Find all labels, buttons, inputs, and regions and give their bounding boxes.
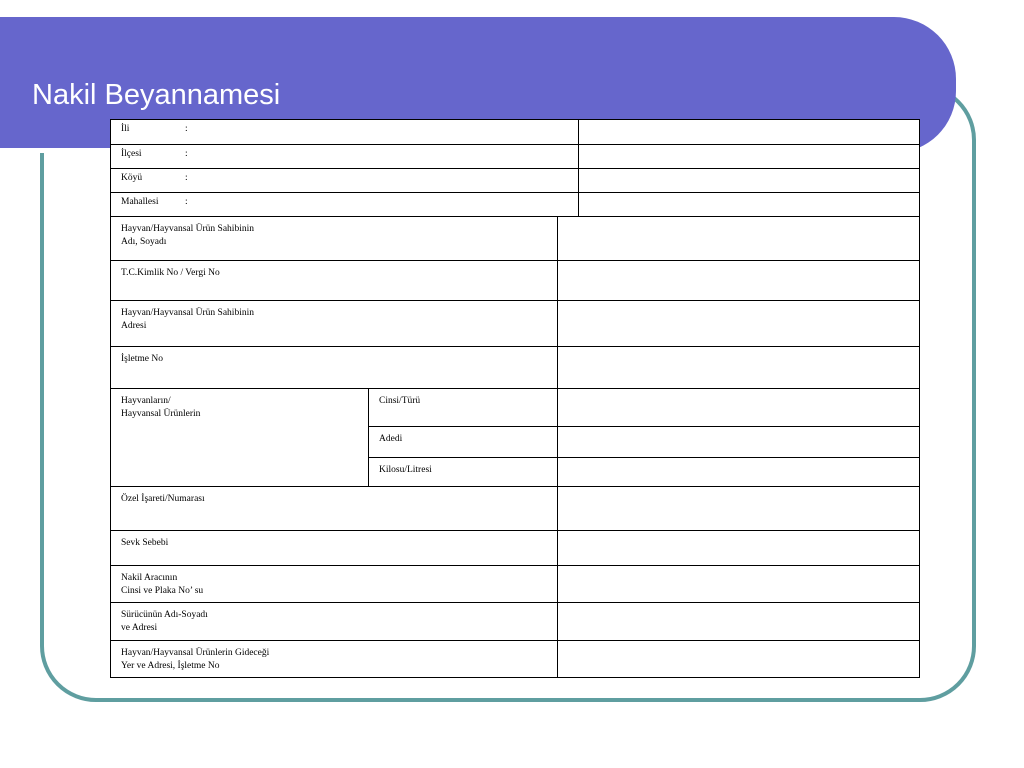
form-input-cell-owner-name[interactable] bbox=[557, 217, 919, 260]
form-row-animals bbox=[111, 388, 919, 486]
form-input-cell-special-mark[interactable] bbox=[557, 487, 919, 530]
form-row-ilcesi bbox=[111, 144, 919, 168]
form-label-cell bbox=[111, 169, 578, 192]
form-row-animal-count bbox=[368, 426, 919, 457]
field-label-line1: Hayvan/Hayvansal Ürünlerin Gideceği bbox=[121, 648, 270, 658]
field-label-line2: Adresi bbox=[121, 321, 147, 331]
form-input-cell-ilcesi[interactable] bbox=[578, 145, 919, 168]
form-input-cell-owner-address[interactable] bbox=[557, 301, 919, 346]
form-row-owner-name bbox=[111, 216, 919, 260]
form-row-special-mark bbox=[111, 486, 919, 530]
form-row-koyu bbox=[111, 168, 919, 192]
field-label: Kilosu/Litresi bbox=[379, 465, 432, 475]
form-label-cell bbox=[111, 531, 557, 565]
form-input-cell-mahallesi[interactable] bbox=[578, 193, 919, 216]
form-label-cell bbox=[111, 217, 557, 260]
form-label-cell bbox=[368, 427, 557, 457]
field-label: İlçesi bbox=[121, 149, 142, 159]
form-row-animal-type bbox=[368, 389, 919, 426]
form-input-cell-animal-weight[interactable] bbox=[557, 458, 919, 486]
form-input-cell-destination[interactable] bbox=[557, 641, 919, 677]
form-input-cell-vehicle[interactable] bbox=[557, 566, 919, 602]
field-label: Köyü bbox=[121, 173, 143, 183]
form-row-mahallesi bbox=[111, 192, 919, 216]
field-label-line1: Sürücünün Adı-Soyadı bbox=[121, 610, 208, 620]
form-input-cell-shipment-reason[interactable] bbox=[557, 531, 919, 565]
field-label-line2: ve Adresi bbox=[121, 623, 158, 633]
field-colon: : bbox=[185, 124, 188, 134]
form-input-cell-koyu[interactable] bbox=[578, 169, 919, 192]
form-row-vehicle bbox=[111, 565, 919, 602]
field-label-line2: Hayvansal Ürünlerin bbox=[121, 409, 201, 419]
form-input-cell-ili[interactable] bbox=[578, 120, 919, 144]
field-label-line1: Nakil Aracının bbox=[121, 573, 178, 583]
field-label-line1: T.C.Kimlik No / Vergi No bbox=[121, 268, 220, 278]
page-title: Nakil Beyannamesi bbox=[32, 79, 281, 111]
form-label-cell bbox=[111, 566, 557, 602]
form-label-cell bbox=[111, 389, 368, 486]
form-label-cell bbox=[111, 145, 578, 168]
form-label-cell bbox=[111, 193, 578, 216]
animals-subtable bbox=[368, 389, 919, 486]
field-label-line2: Cinsi ve Plaka No’ su bbox=[121, 586, 204, 596]
field-label-line1: Sevk Sebebi bbox=[121, 538, 169, 548]
field-label-line1: Özel İşareti/Numarası bbox=[121, 494, 205, 504]
form-label-cell bbox=[111, 641, 557, 677]
field-label-line1: Hayvanların/ bbox=[121, 396, 171, 406]
form-label-cell bbox=[111, 487, 557, 530]
form-input-cell-tc-no[interactable] bbox=[557, 261, 919, 300]
field-label: İli bbox=[121, 124, 130, 134]
form-input-cell-animal-count[interactable] bbox=[557, 427, 919, 457]
form-row-enterprise-no bbox=[111, 346, 919, 388]
form-row-owner-address bbox=[111, 300, 919, 346]
form-row-ili bbox=[111, 120, 919, 144]
declaration-form bbox=[110, 119, 920, 678]
field-label-line1: Hayvan/Hayvansal Ürün Sahibinin bbox=[121, 308, 254, 318]
form-label-cell bbox=[111, 603, 557, 640]
form-label-cell bbox=[111, 347, 557, 388]
field-colon: : bbox=[185, 197, 188, 207]
form-row-driver bbox=[111, 602, 919, 640]
field-label-line1: Hayvan/Hayvansal Ürün Sahibinin bbox=[121, 224, 254, 234]
field-label-line2: Yer ve Adresi, İşletme No bbox=[121, 661, 220, 671]
field-colon: : bbox=[185, 173, 188, 183]
field-label: Mahallesi bbox=[121, 197, 159, 207]
form-input-cell-driver[interactable] bbox=[557, 603, 919, 640]
field-label: Cinsi/Türü bbox=[379, 396, 421, 406]
form-input-cell-animal-type[interactable] bbox=[557, 389, 919, 426]
form-row-destination bbox=[111, 640, 919, 677]
field-label-line2: Adı, Soyadı bbox=[121, 237, 167, 247]
form-label-cell bbox=[368, 458, 557, 486]
form-label-cell bbox=[111, 261, 557, 300]
field-label: Adedi bbox=[379, 434, 403, 444]
form-row-shipment-reason bbox=[111, 530, 919, 565]
field-colon: : bbox=[185, 149, 188, 159]
form-label-cell bbox=[111, 120, 578, 144]
form-row-tc-no bbox=[111, 260, 919, 300]
form-row-animal-weight bbox=[368, 457, 919, 486]
form-label-cell bbox=[111, 301, 557, 346]
form-input-cell-enterprise-no[interactable] bbox=[557, 347, 919, 388]
field-label-line1: İşletme No bbox=[121, 354, 163, 364]
form-label-cell bbox=[368, 389, 557, 426]
